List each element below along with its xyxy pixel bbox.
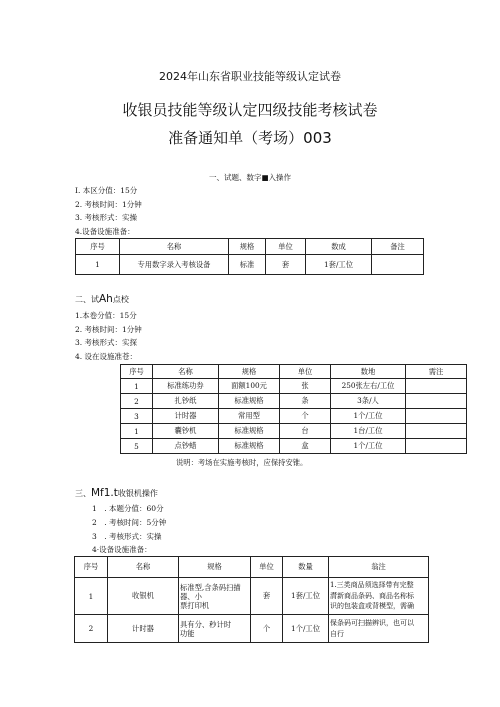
table-cell: 张 [280,379,331,394]
table-cell: 扎钞纸 [153,394,219,409]
section3-title-big: Mf1.t [91,487,118,499]
table-cell [406,394,467,409]
table-cell: 3条/人 [331,394,406,409]
section2-line-3: 3. 考核形式：实探 [75,338,138,347]
section2-line-4: 4. 设在设施准苍： [75,352,138,361]
table-cell: 1 [75,578,108,615]
table-cell: 常用型 [219,409,280,424]
table-cell: 1个/工位 [331,409,406,424]
header-cell: 数量 [283,557,329,578]
section1-line-2: 2. 考核时间：1分钟 [75,200,142,209]
header-cell: 单位 [280,365,331,379]
section3-line-3: 3 . 考核形式：实操 [92,532,162,541]
table-cell: 标准规格 [219,439,280,454]
section2-title-prefix: 二、试 [75,295,99,304]
table-row [76,255,424,275]
section2-header-row [121,365,467,379]
header-cell: 数成 [306,239,372,255]
header-cell: 名称 [108,557,179,578]
header-cell: 单位 [251,557,283,578]
table-cell: 标准规格 [219,394,280,409]
header-cell: 规格 [179,557,251,578]
table-cell [406,379,467,394]
table-cell: 标准规格 [219,424,280,439]
section3-line-4: 4·设备设施准备： [92,545,152,554]
table-cell [372,255,424,275]
section1-line-3: 3. 考核形式：实操 [75,213,138,222]
table-cell: 专用数字录入考核设备 [120,255,229,275]
table-row [121,439,467,454]
section3-title [75,487,158,499]
header-cell: 名称 [153,365,219,379]
exam-subtitle: 2024年山东省职业技能等级认定试卷 [159,70,341,83]
header-cell: 需注 [406,365,467,379]
table-cell: 1套/工位 [306,255,372,275]
table-cell: 1套/工位 [283,578,329,615]
table-cell: 1个/工位 [283,615,329,643]
section3-title-prefix: 三、 [75,489,91,498]
table-cell: 标准 [229,255,266,275]
table-cell: 计时器 [108,615,179,643]
section2-title-big: Ah [99,293,113,305]
table-cell: 面额100元 [219,379,280,394]
header-cell: 备注 [372,239,424,255]
section1-header-row [76,239,424,255]
section1-line-1: I. 本区分值：15分 [75,186,138,195]
table-cell: 个 [251,615,283,643]
table-cell: 标准练功券 [153,379,219,394]
table-cell: 1个/工位 [331,439,406,454]
section3-line-2: 2 . 考核时间：5分钟 [92,518,167,527]
table-cell: 个 [280,409,331,424]
table-cell: 5 [121,439,153,454]
header-cell: 翁注 [329,557,429,578]
table-cell: 1 [76,255,120,275]
table-cell: 标准型,含条码扫描器、小 票打印机 [179,578,251,615]
section1-table [75,238,424,275]
table-row [121,424,467,439]
table-cell: 套 [251,578,283,615]
header-cell: 单位 [266,239,306,255]
table-row [75,578,429,615]
table-cell: 点钞蜡 [153,439,219,454]
table-cell [406,424,467,439]
section3-title-suffix: 收银机操作 [117,489,158,498]
section3-line-1: 1 . 本题分值：60分 [92,504,164,513]
header-cell: 序号 [121,365,153,379]
table-cell: 条 [280,394,331,409]
table-row [75,615,429,643]
table-cell: 1.三类商品须选择带有完整 潸新商品条码、商品名称标 识的包装盒或背模型，需确 [329,578,429,615]
section1-title: 一、试题、数字■入操作 [208,173,292,182]
table-cell: 计时器 [153,409,219,424]
table-cell: 盒 [280,439,331,454]
header-cell: 数地 [331,365,406,379]
table-cell: 收银机 [108,578,179,615]
table-row [121,394,467,409]
table-row [121,409,467,424]
table-cell: 1 [121,424,153,439]
header-cell: 序号 [75,557,108,578]
table-cell [406,439,467,454]
section2-title-suffix: 点校 [112,295,129,304]
section2-table [120,364,467,454]
table-cell: 250张左右/工位 [331,379,406,394]
table-cell: 台 [280,424,331,439]
notice-title: 准备通知单（考场）003 [168,129,332,147]
header-cell: 规格 [219,365,280,379]
header-cell: 序号 [76,239,120,255]
table-cell: 3 [121,409,153,424]
section2-note: 说明：考场在实施考核时，应保持安锥。 [176,458,308,467]
table-cell [406,409,467,424]
table-cell: 套 [266,255,306,275]
table-cell: 1 [121,379,153,394]
section2-line-1: 1.本卷分值：15分 [75,311,137,320]
table-cell: 囊钞机 [153,424,219,439]
section2-line-2: 2. 考核时间：1分钟 [75,325,142,334]
section3-table [74,556,429,643]
header-cell: 规格 [229,239,266,255]
table-cell: 2 [121,394,153,409]
table-cell: 2 [75,615,108,643]
table-cell: 1台/工位 [331,424,406,439]
table-cell: 保条码可扫描辨识，也可以 自行 [329,615,429,643]
section1-line-4: 4.设备设施准备： [75,227,135,236]
section2-title [75,293,129,305]
exam-title: 收银员技能等级认定四级技能考核试卷 [122,101,378,119]
header-cell: 名称 [120,239,229,255]
section3-header-row [75,557,429,578]
table-row [121,379,467,394]
table-cell: 具有分、秒计时 功能 [179,615,251,643]
